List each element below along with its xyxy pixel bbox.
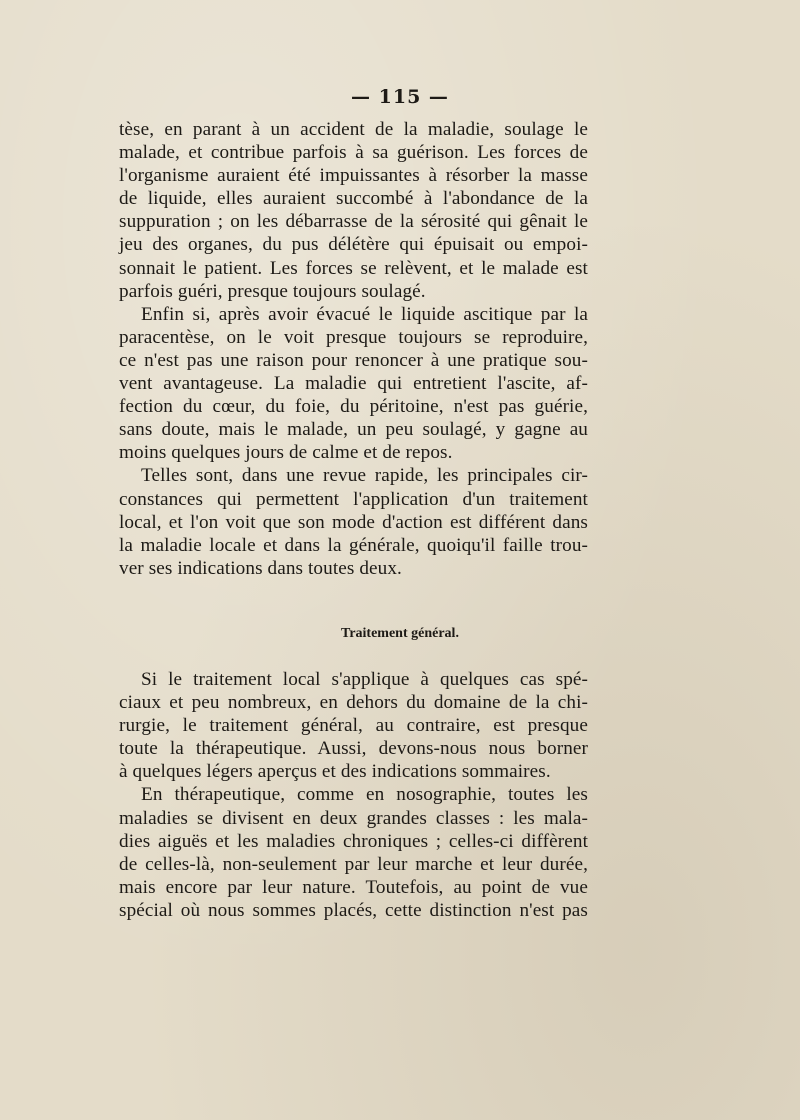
text-line: dies aiguës et les maladies chroniques ; celles-ci diffèrent (119, 830, 588, 852)
paragraph (119, 668, 588, 783)
text-line: de celles-là, non-seulement par leur marche et leur durée, (119, 853, 588, 875)
text-line: la maladie locale et dans la générale, quoiqu'il faille trou- (119, 534, 588, 556)
text-line: spécial où nous sommes placés, cette distinction n'est pas (119, 899, 588, 921)
text-line: parfois guéri, presque toujours soulagé. (119, 280, 426, 302)
text-line: malade, et contribue parfois à sa guérison. Les forces de (119, 142, 588, 164)
text-line: Si le traitement local s'applique à quelques cas spé- (141, 669, 588, 690)
text-line: sonnait le patient. Les forces se relèvent, et le malade est (119, 257, 588, 279)
text-line: constances qui permettent l'application d'un traitement (119, 488, 588, 510)
text-line: ver ses indications dans toutes deux. (119, 557, 402, 579)
text-line: à quelques légers aperçus et des indications sommaires. (119, 761, 551, 783)
section-heading: Traitement général. (341, 626, 459, 641)
body-text-bottom (119, 668, 588, 922)
text-line: suppuration ; on les débarrasse de la sérosité qui gênait le (119, 211, 588, 233)
text-line: l'organisme auraient été impuissantes à résorber la masse (119, 165, 588, 187)
text-line: fection du cœur, du foie, du péritoine, n'est pas guérie, (119, 396, 588, 418)
text-line: maladies se divisent en deux grandes classes : les mala- (119, 807, 588, 829)
page-number: — 115 — (351, 86, 449, 108)
text-line: ce n'est pas une raison pour renoncer à une pratique sou- (119, 349, 588, 371)
text-line: moins quelques jours de calme et de repos. (119, 442, 453, 464)
paragraph (119, 783, 588, 922)
text-line: tèse, en parant à un accident de la maladie, soulage le (119, 119, 588, 140)
text-line: de liquide, elles auraient succombé à l'abondance de la (119, 188, 588, 210)
paragraph (119, 464, 588, 579)
paragraph (119, 118, 588, 303)
text-line: Telles sont, dans une revue rapide, les principales cir- (141, 465, 588, 487)
text-line: vent avantageuse. La maladie qui entretient l'ascite, af- (119, 373, 588, 395)
body-text-top (119, 118, 588, 580)
text-line: jeu des organes, du pus délétère qui épuisait ou empoi- (119, 234, 588, 256)
text-line: toute la thérapeutique. Aussi, devons-nous nous borner (119, 738, 588, 760)
text-line: paracentèse, on le voit presque toujours se reproduire, (119, 326, 588, 348)
text-line: sans doute, mais le malade, un peu soulagé, y gagne au (119, 419, 588, 441)
text-line: ciaux et peu nombreux, en dehors du domaine de la chi- (119, 692, 588, 714)
text-line: Enfin si, après avoir évacué le liquide ascitique par la (141, 303, 588, 325)
paragraph (119, 303, 588, 465)
text-line: local, et l'on voit que son mode d'action est différent dans (119, 511, 588, 533)
text-line: En thérapeutique, comme en nosographie, toutes les (141, 784, 588, 806)
text-line: rurgie, le traitement général, au contraire, est presque (119, 715, 588, 737)
text-line: mais encore par leur nature. Toutefois, au point de vue (119, 876, 588, 898)
